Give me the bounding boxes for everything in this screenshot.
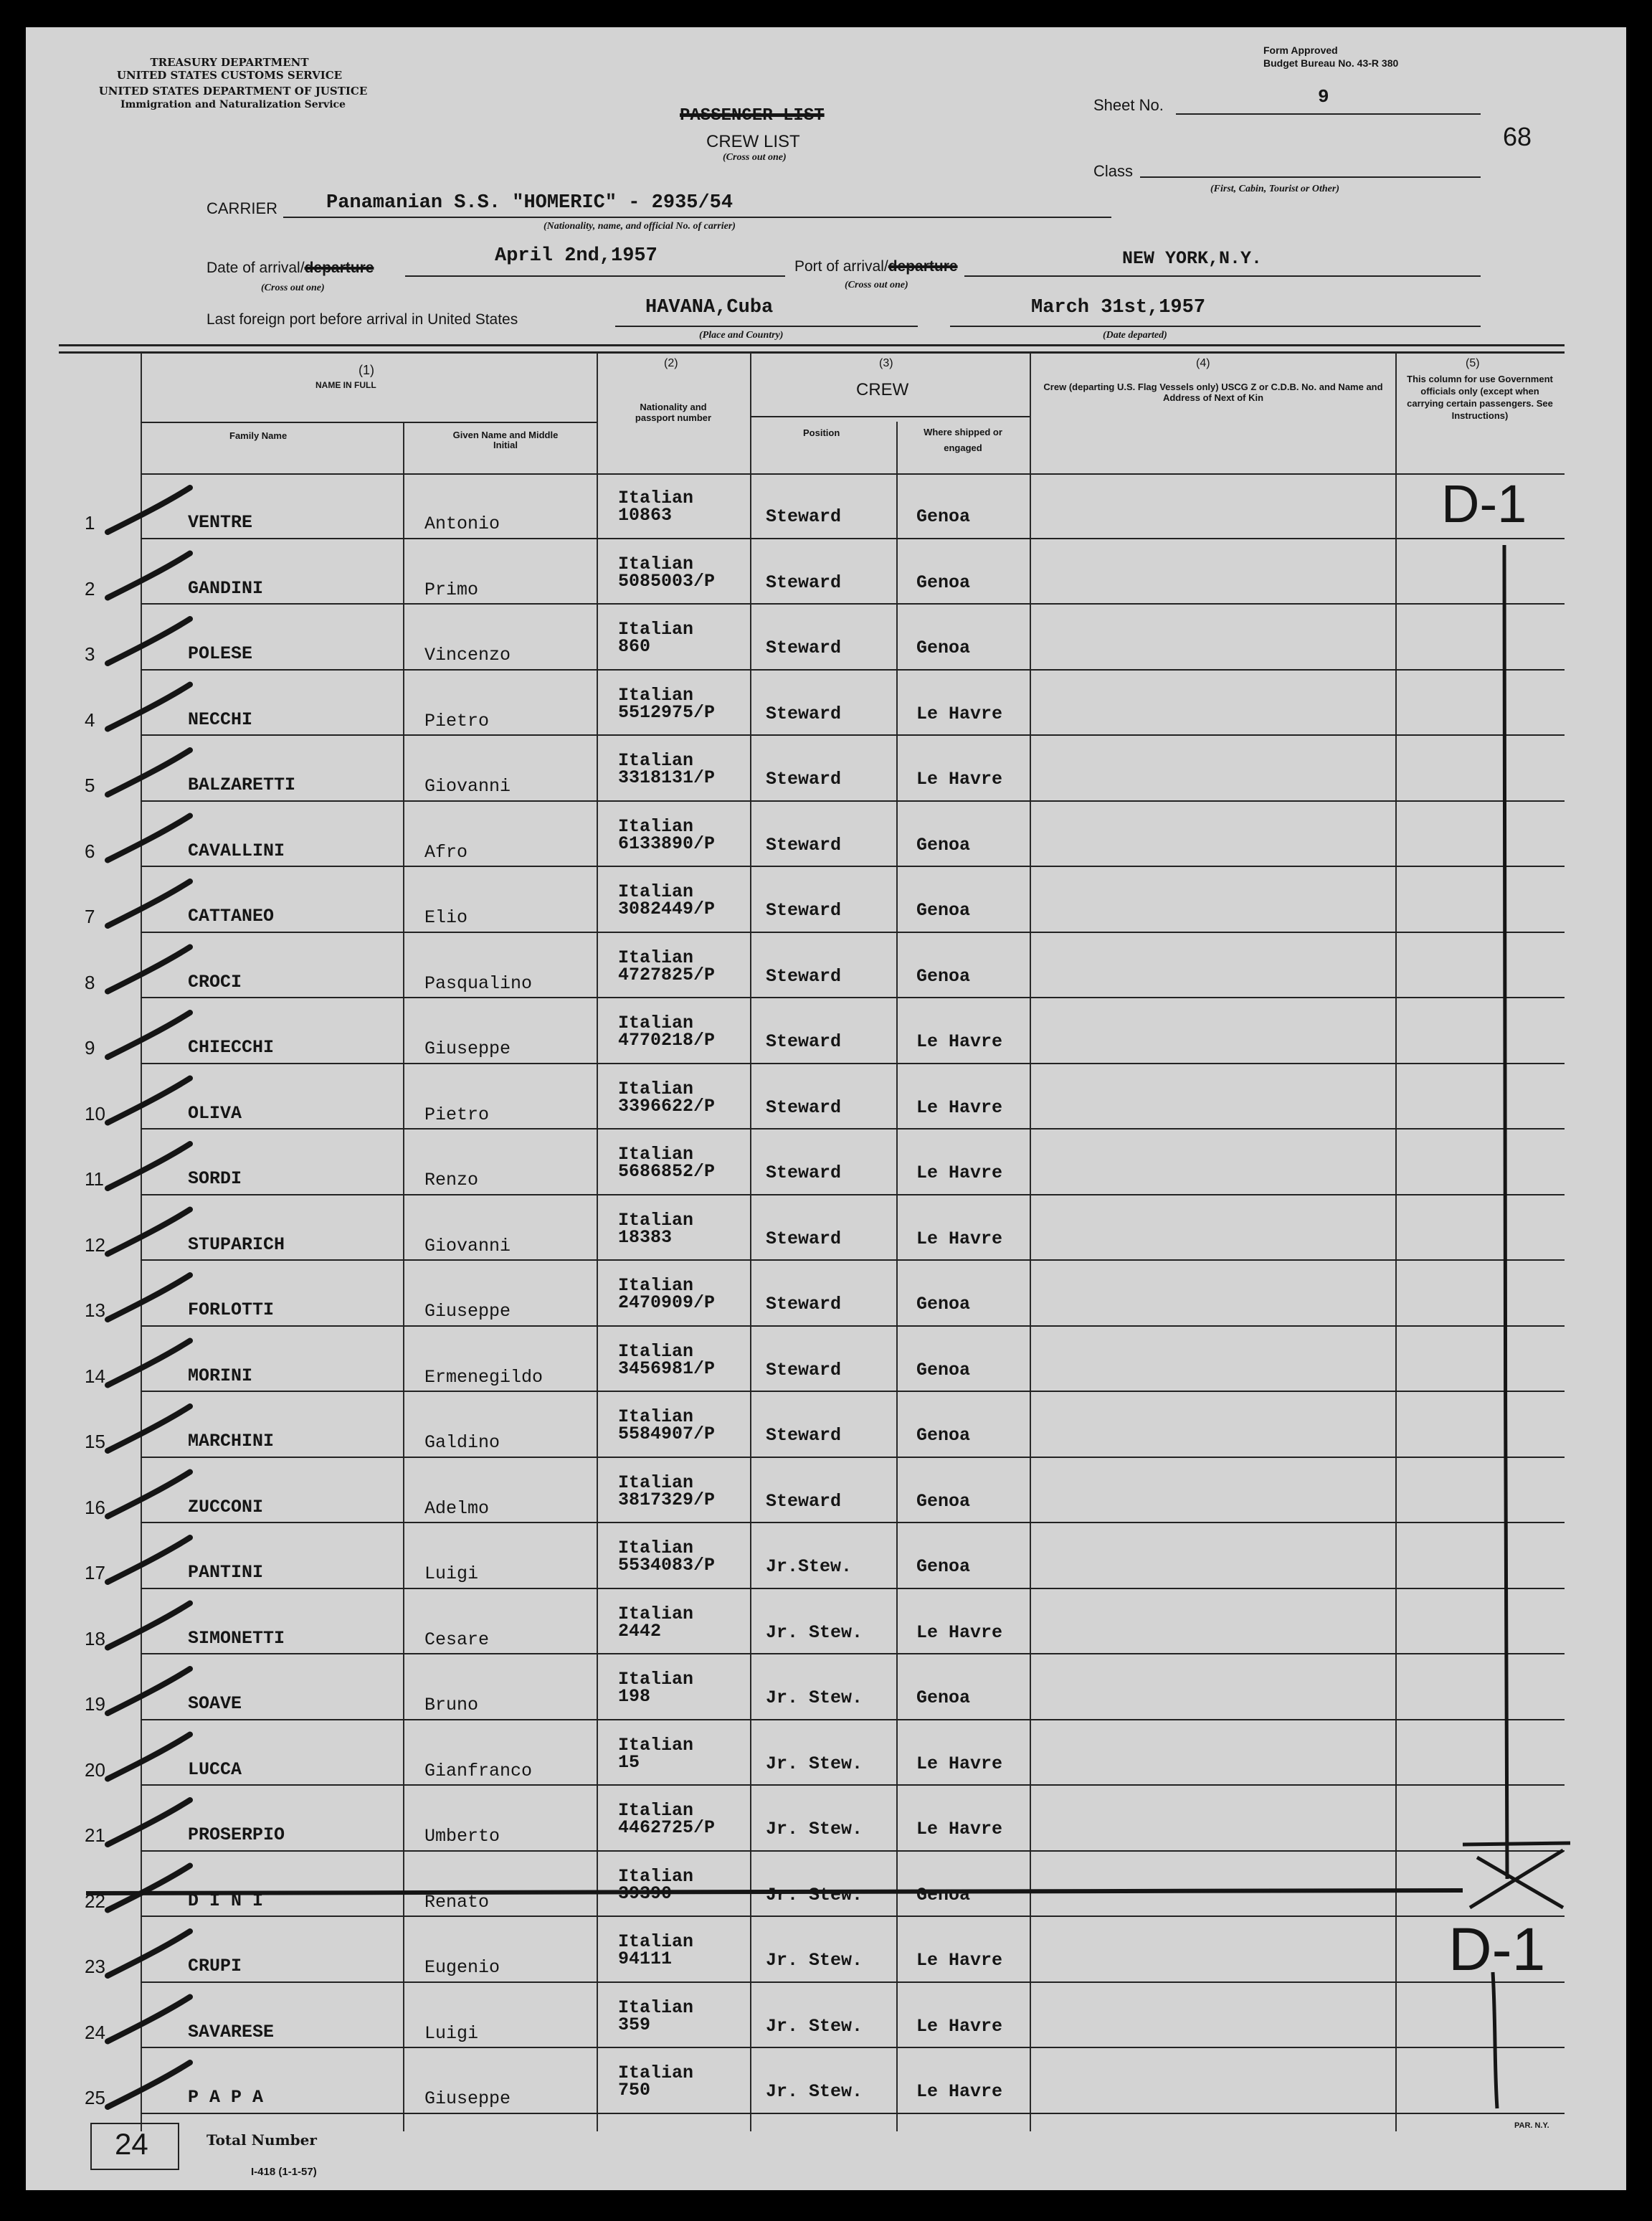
row-number: 3 [85, 643, 95, 665]
family-name: SOAVE [188, 1693, 242, 1714]
carrier-value: Panamanian S.S. "HOMERIC" - 2935/54 [326, 192, 734, 214]
departed-date-value: March 31st,1957 [1031, 297, 1206, 318]
agency-line: UNITED STATES DEPARTMENT OF JUSTICE [98, 85, 368, 98]
position: Jr. Stew. [766, 2081, 863, 2102]
row-number: 4 [85, 709, 95, 731]
given-name: Afro [424, 841, 468, 863]
where-shipped: Le Havre [916, 2015, 1003, 2037]
where-shipped: Genoa [916, 1687, 971, 1708]
where-shipped: Genoa [916, 638, 971, 658]
strike-mark [108, 1406, 190, 1451]
passport-number: 3456981/P [618, 1358, 716, 1379]
nationality: Italian [618, 1865, 694, 1887]
col2-number: (2) [664, 357, 678, 369]
budget-bureau: Budget Bureau No. 43-R 380 [1263, 57, 1399, 69]
row-number: 11 [85, 1168, 104, 1190]
family-name: CROCI [188, 971, 242, 993]
total-count: 24 [115, 2127, 148, 2161]
last-port-note: (Place and Country) [699, 330, 784, 341]
strike-mark [108, 1866, 190, 1910]
strike-mark [108, 2063, 190, 2107]
where-shipped: Le Havre [916, 1753, 1003, 1774]
position: Steward [766, 1359, 842, 1381]
passport-number: 15 [618, 1751, 640, 1773]
strike-mark [108, 1800, 190, 1844]
row-number: 14 [85, 1365, 105, 1387]
handwritten-page-number: 68 [1503, 122, 1532, 151]
strike-mark [108, 1472, 190, 1517]
class-label: Class [1093, 162, 1134, 180]
row-number: 20 [85, 1758, 105, 1781]
nationality: Italian [618, 1734, 694, 1756]
nationality: Italian [618, 1406, 694, 1427]
col5-title: This column for use Government officials only (except when carrying certain passengers. See Instructions) [1407, 374, 1553, 421]
annotation-d1-top: D-1 [1441, 474, 1527, 534]
given-name: Galdino [424, 1432, 500, 1453]
passport-number: 10863 [618, 505, 673, 526]
passport-number: 4770218/P [618, 1030, 716, 1051]
position: Steward [766, 769, 842, 790]
given-name: Giuseppe [424, 1301, 511, 1322]
strike-mark [108, 1210, 190, 1254]
title-note: (Cross out one) [723, 152, 787, 163]
col3-number: (3) [879, 357, 893, 369]
strike-mark [108, 1275, 190, 1320]
where-shipped: Le Havre [916, 1950, 1003, 1971]
row-number: 21 [85, 1824, 105, 1846]
agency-line: UNITED STATES CUSTOMS SERVICE [116, 69, 343, 82]
given-name: Umberto [424, 1826, 500, 1847]
where-shipped: Genoa [916, 965, 971, 987]
sheet-value: 9 [1318, 86, 1329, 108]
given-name: Primo [424, 579, 479, 600]
where-shipped: Genoa [916, 834, 971, 856]
nationality: Italian [618, 1209, 694, 1231]
last-port-value: HAVANA,Cuba [645, 297, 774, 318]
passport-number: 3082449/P [618, 899, 716, 919]
family-name: FORLOTTI [188, 1299, 275, 1320]
col3-title: CREW [856, 380, 909, 399]
family-name: CAVALLINI [188, 840, 285, 861]
position: Steward [766, 1490, 842, 1512]
passport-number: 18383 [618, 1226, 673, 1248]
passport-number: 750 [618, 2080, 651, 2101]
nationality: Italian [618, 881, 694, 902]
passport-number: 6133890/P [618, 833, 716, 854]
given-name: Eugenio [424, 1957, 500, 1978]
shipped-header: Where shipped or engaged [924, 427, 1002, 453]
where-shipped: Genoa [916, 1359, 971, 1381]
given-name: Renzo [424, 1170, 479, 1190]
position: Jr. Stew. [766, 1950, 863, 1971]
col4-number: (4) [1196, 357, 1210, 369]
family-name: POLESE [188, 643, 253, 664]
position: Jr.Stew. [766, 1556, 853, 1577]
family-name: CHIECCHI [188, 1037, 275, 1058]
strike-mark [108, 1735, 190, 1779]
given-name: Pasqualino [424, 972, 533, 994]
passport-number: 2470909/P [618, 1292, 716, 1313]
col1-number: (1) [359, 363, 374, 377]
given-name: Vincenzo [424, 645, 511, 666]
where-shipped: Genoa [916, 572, 971, 593]
strike-mark [108, 1669, 190, 1713]
row-number: 10 [85, 1102, 105, 1124]
position: Steward [766, 1228, 842, 1249]
row-number: 15 [85, 1431, 105, 1452]
strike-mark [108, 750, 190, 795]
strike-mark [108, 1538, 190, 1582]
given-name: Adelmo [424, 1497, 490, 1519]
given-name: Cesare [424, 1629, 490, 1650]
position: Steward [766, 703, 842, 724]
passport-number: 5686852/P [618, 1161, 716, 1182]
row-number: 17 [85, 1562, 105, 1583]
position: Steward [766, 638, 842, 658]
given-name: Pietro [424, 710, 490, 731]
nationality: Italian [618, 1603, 694, 1624]
where-shipped: Le Havre [916, 1031, 1003, 1052]
carrier-label: CARRIER [206, 199, 278, 217]
family-name: VENTRE [188, 512, 253, 533]
nationality: Italian [618, 1931, 694, 1952]
row-number: 6 [85, 840, 95, 862]
family-name: SAVARESE [188, 2021, 275, 2042]
given-name-header: Given Name and Middle Initial [452, 430, 559, 450]
nationality: Italian [618, 1275, 694, 1296]
page-title: CREW LIST [706, 132, 800, 151]
family-name: LUCCA [188, 1758, 242, 1780]
passport-number: 39390 [618, 1883, 673, 1904]
where-shipped: Genoa [916, 506, 971, 527]
nationality: Italian [618, 488, 694, 508]
passport-number: 2442 [618, 1620, 662, 1642]
family-name: GANDINI [188, 577, 264, 599]
given-name: Elio [424, 907, 468, 928]
passport-number: 359 [618, 2014, 651, 2035]
position: Jr. Stew. [766, 1621, 863, 1643]
passport-number: 198 [618, 1686, 651, 1707]
port-value: NEW YORK,N.Y. [1122, 248, 1263, 269]
family-name: CRUPI [188, 1956, 242, 1976]
form-number: I-418 (1-1-57) [251, 2166, 317, 2178]
family-name: STUPARICH [188, 1233, 285, 1255]
passport-number: 5534083/P [618, 1555, 716, 1576]
nationality: Italian [618, 2063, 694, 2083]
passport-number: 860 [618, 636, 651, 657]
row-number: 5 [85, 775, 95, 796]
departed-note: (Date departed) [1103, 330, 1167, 341]
nationality: Italian [618, 1144, 694, 1165]
strike-mark [108, 685, 190, 729]
family-name: ZUCCONI [188, 1496, 264, 1517]
given-name: Antonio [424, 513, 500, 534]
strike-mark [108, 1144, 190, 1188]
col1-title: NAME IN FULL [315, 380, 376, 390]
family-name: SIMONETTI [188, 1627, 285, 1649]
position: Jr. Stew. [766, 1687, 863, 1708]
where-shipped: Genoa [916, 1884, 971, 1905]
passport-number: 5584907/P [618, 1424, 716, 1444]
row-number: 22 [85, 1890, 105, 1912]
family-name: OLIVA [188, 1102, 242, 1124]
col5-number: (5) [1466, 357, 1480, 369]
port-note: (Cross out one) [845, 280, 908, 290]
position: Steward [766, 965, 842, 987]
col2-title: Nationality and passport number [635, 402, 712, 423]
where-shipped: Le Havre [916, 1162, 1003, 1183]
nationality: Italian [618, 1669, 694, 1690]
where-shipped: Genoa [916, 1294, 971, 1315]
row-number: 8 [85, 971, 95, 993]
printer-mark: PAR. N.Y. [1514, 2121, 1549, 2130]
position-header: Position [803, 427, 840, 438]
row-number: 25 [85, 2087, 105, 2108]
family-name: SORDI [188, 1168, 242, 1189]
family-name: CATTANEO [188, 906, 275, 927]
row-number: 13 [85, 1299, 105, 1321]
position: Steward [766, 1031, 842, 1052]
nationality: Italian [618, 1997, 694, 2018]
col4-title: Crew (departing U.S. Flag Vessels only) USCG Z or C.D.B. No. and Name and Address of Next of Kin [1043, 382, 1383, 403]
nationality: Italian [618, 1800, 694, 1821]
strike-mark [108, 1341, 190, 1386]
agency-line: Immigration and Naturalization Service [120, 99, 346, 110]
title-crossed: PASSENGER LIST [680, 106, 825, 126]
family-name: MORINI [188, 1365, 253, 1386]
position: Jr. Stew. [766, 1753, 863, 1774]
strike-mark [108, 881, 190, 926]
form-approved: Form Approved [1263, 44, 1338, 56]
carrier-note: (Nationality, name, and official No. of carrier) [543, 221, 736, 232]
where-shipped: Genoa [916, 900, 971, 921]
sheet-label: Sheet No. [1093, 96, 1164, 114]
nationality: Italian [618, 815, 694, 837]
where-shipped: Le Havre [916, 2081, 1003, 2102]
family-name: BALZARETTI [188, 775, 296, 795]
where-shipped: Le Havre [916, 1097, 1003, 1118]
position: Steward [766, 506, 842, 527]
given-name: Luigi [424, 2022, 479, 2044]
nationality: Italian [618, 1078, 694, 1099]
passport-number: 4462725/P [618, 1817, 716, 1838]
nationality: Italian [618, 1538, 694, 1558]
given-name: Giovanni [424, 1235, 511, 1256]
position: Steward [766, 900, 842, 921]
nationality: Italian [618, 619, 694, 640]
passport-number: 3817329/P [618, 1489, 716, 1510]
strike-mark [108, 947, 190, 992]
date-arrival-label: Date of arrival/departure [206, 260, 374, 276]
total-label: Total Number [206, 2131, 317, 2149]
nationality: Italian [618, 553, 694, 574]
annotation-d1-bottom: D-1 [1448, 1915, 1546, 1983]
position: Steward [766, 834, 842, 856]
position: Jr. Stew. [766, 2015, 863, 2037]
passport-number: 5085003/P [618, 570, 716, 592]
class-note: (First, Cabin, Tourist or Other) [1210, 184, 1339, 194]
where-shipped: Le Havre [916, 769, 1003, 790]
family-name: MARCHINI [188, 1431, 275, 1452]
where-shipped: Le Havre [916, 1819, 1003, 1839]
given-name: Giuseppe [424, 1038, 511, 1059]
row-number: 18 [85, 1627, 105, 1649]
nationality: Italian [618, 1472, 694, 1493]
given-name: Renato [424, 1891, 490, 1913]
nationality: Italian [618, 684, 694, 706]
position: Jr. Stew. [766, 1819, 863, 1839]
given-name: Bruno [424, 1695, 479, 1715]
position: Steward [766, 1097, 842, 1118]
row-number: 2 [85, 577, 95, 600]
row-number: 19 [85, 1693, 105, 1715]
position: Steward [766, 1425, 842, 1446]
agency-line: TREASURY DEPARTMENT [150, 56, 309, 69]
row-number: 1 [85, 512, 95, 534]
strike-mark [108, 554, 190, 598]
strike-mark [108, 488, 190, 532]
nationality: Italian [618, 947, 694, 968]
given-name: Giovanni [424, 776, 511, 797]
given-name: Pietro [424, 1104, 490, 1125]
where-shipped: Genoa [916, 1490, 971, 1512]
passport-number: 4727825/P [618, 964, 716, 985]
arrival-date-value: April 2nd,1957 [495, 245, 658, 267]
position: Steward [766, 1294, 842, 1315]
where-shipped: Genoa [916, 1556, 971, 1577]
given-name: Ermenegildo [424, 1366, 543, 1388]
family-name: PANTINI [188, 1562, 264, 1583]
row-number: 9 [85, 1037, 95, 1059]
nationality: Italian [618, 1340, 694, 1362]
strike-mark [108, 1079, 190, 1123]
where-shipped: Le Havre [916, 1621, 1003, 1643]
strike-mark [108, 1604, 190, 1648]
family-name: P A P A [188, 2087, 264, 2108]
row-number: 23 [85, 1956, 105, 1977]
position: Steward [766, 572, 842, 593]
where-shipped: Le Havre [916, 703, 1003, 724]
strike-mark [108, 816, 190, 861]
passport-number: 5512975/P [618, 701, 716, 723]
row-number: 24 [85, 2021, 105, 2043]
given-name: Giuseppe [424, 2088, 511, 2109]
port-label: Port of arrival/departure [794, 258, 958, 275]
passport-number: 94111 [618, 1948, 673, 1969]
given-name: Luigi [424, 1563, 479, 1584]
row-number: 12 [85, 1233, 105, 1256]
given-name: Gianfranco [424, 1760, 533, 1781]
strike-mark [108, 1013, 190, 1057]
family-name-header: Family Name [229, 430, 288, 441]
nationality: Italian [618, 1013, 694, 1033]
where-shipped: Genoa [916, 1425, 971, 1446]
strike-mark [108, 1931, 190, 1976]
where-shipped: Le Havre [916, 1228, 1003, 1249]
strike-mark [108, 619, 190, 663]
strike-mark [108, 1997, 190, 2042]
row-number: 16 [85, 1496, 105, 1518]
nationality: Italian [618, 750, 694, 771]
passport-number: 3396622/P [618, 1095, 716, 1117]
family-name: PROSERPIO [188, 1824, 285, 1845]
position: Steward [766, 1162, 842, 1183]
last-port-label: Last foreign port before arrival in United States [206, 311, 518, 328]
passport-number: 3318131/P [618, 767, 716, 788]
family-name: NECCHI [188, 709, 253, 730]
row-number: 7 [85, 906, 95, 927]
family-name: D I N I [188, 1890, 264, 1911]
date-arrival-note: (Cross out one) [261, 283, 325, 293]
position: Jr. Stew. [766, 1884, 863, 1905]
